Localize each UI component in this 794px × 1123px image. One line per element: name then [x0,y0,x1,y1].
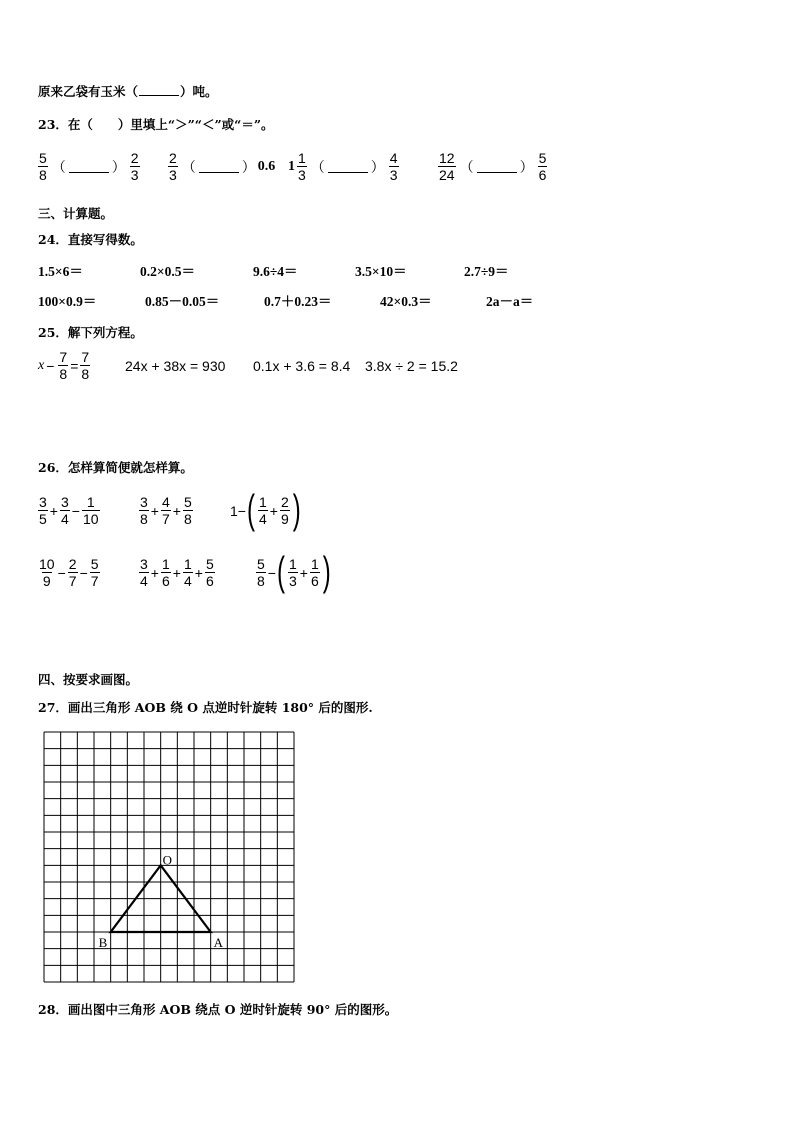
mental-calc-item: 1.5×6＝ [38,264,83,279]
fraction: $\frac{4}{3}$ [389,150,398,183]
operator: + [150,502,159,519]
mental-calc-item: 0.2×0.5＝ [140,264,195,279]
fraction: $\frac{1}{4}$ [258,494,267,527]
operator: − [79,564,88,581]
equation-1 [38,349,92,382]
fraction: $\frac{3}{4}$ [60,494,69,527]
mental-calc-item: 100×0.9＝ [38,294,97,309]
paren: ( [276,548,285,595]
fraction: $\frac{2}{9}$ [280,494,289,527]
whole-number: 1 [288,158,295,174]
expression-1 [36,494,102,527]
q28-title: 28．画出图中三角形 AOB 绕点 O 逆时针旋转 90° 后的图形。 [38,1002,398,1017]
operator: + [49,502,58,519]
mental-calc-item: 2.7÷9＝ [464,264,509,279]
fraction: $\frac{12}{24}$ [439,150,455,183]
paren: ) [292,486,301,533]
fraction: $\frac{5}{6}$ [205,556,214,589]
operator: + [150,564,159,581]
paren: ） [241,158,256,175]
paren: （ [459,158,474,175]
fraction: $\frac{3}{5}$ [39,494,47,527]
operator: + [269,502,278,519]
fraction: $\frac{5}{7}$ [90,556,99,589]
decimal-value: 0.6 [257,158,276,174]
paren: （ [51,158,66,175]
fraction: $\frac{1}{6}$ [310,556,319,589]
fraction: $\frac{4}{7}$ [161,494,170,527]
expression-2 [137,494,195,527]
comparison-4 [436,150,549,183]
operator: − [57,564,66,581]
q27-title: 27．画出三角形 AOB 绕 O 点逆时针旋转 180° 后的图形. [38,700,373,715]
answer-blank[interactable] [328,160,368,173]
fraction: $\frac{1}{6}$ [161,556,170,589]
fraction: $\frac{1}{10}$ [82,494,99,527]
lead-term: 1− [230,502,246,519]
mental-calc-item: 0.85－0.05＝ [145,294,220,309]
q22-unit: ）吨。 [180,84,218,99]
answer-blank[interactable] [477,160,517,173]
paren: ） [370,158,385,175]
paren: （ [181,158,196,175]
q22-text: 原来乙袋有玉米（ [38,84,139,99]
fraction: $\frac{7}{8}$ [59,349,68,382]
fraction: $\frac{1}{3}$ [298,150,306,183]
mental-calc-item: 9.6÷4＝ [253,264,298,279]
fraction: $\frac{3}{8}$ [140,494,148,527]
section-3-heading: 三、计算题。 [38,206,114,221]
expression-4 [36,556,102,589]
paren: ） [111,158,126,175]
expression-5 [137,556,217,589]
operator: − [71,502,80,519]
operator: + [194,564,203,581]
fraction: $\frac{5}{8}$ [39,150,47,183]
mental-calc-item: 42×0.3＝ [380,294,432,309]
section-4-heading: 四、按要求画图。 [38,672,139,687]
answer-blank[interactable] [69,160,109,173]
fraction: $\frac{5}{8}$ [257,556,265,589]
comparison-3 [288,150,436,183]
q23-comparisons [36,150,549,183]
operator: + [299,564,308,581]
paren: （ [310,158,325,175]
mental-calc-item: 0.7＋0.23＝ [264,294,332,309]
mental-calc-item: 3.5×10＝ [355,264,407,279]
point-label-A: A [213,935,224,950]
grid-diagram[interactable] [43,731,295,983]
q26-title: 26．怎样算简便就怎样算。 [38,460,193,475]
expression-6 [254,548,332,595]
paren: ） [519,158,534,175]
q22-answer-line [38,82,218,100]
q25-title: 25．解下列方程。 [38,325,143,340]
comparison-1 [36,150,166,183]
operator: − [267,564,276,581]
expression-3 [230,486,302,533]
fraction: $\frac{1}{3}$ [288,556,297,589]
paren: ) [322,548,331,595]
fraction: $\frac{5}{8}$ [183,494,192,527]
answer-blank[interactable] [199,160,239,173]
operator: = [70,357,79,374]
equation-2: 24x + 38x = 930 [125,358,226,374]
operator: + [172,564,181,581]
comparison-2 [166,150,288,183]
variable: x [38,357,45,373]
equation-4: 3.8x ÷ 2 = 15.2 [365,358,458,374]
fraction: $\frac{10}{9}$ [39,556,55,589]
answer-blank[interactable] [139,83,179,96]
point-label-O: O [162,852,173,868]
mental-calc-item: 2a－a＝ [486,294,534,309]
fraction: $\frac{2}{3}$ [169,150,177,183]
equation-3: 0.1x + 3.6 = 8.4 [253,358,351,374]
q24-title: 24．直接写得数。 [38,232,143,247]
fraction: $\frac{3}{4}$ [140,556,148,589]
operator: − [46,357,55,374]
fraction: $\frac{1}{4}$ [183,556,192,589]
q23-title: 23．在（ ）里填上“＞”“＜”或“＝”。 [38,117,274,132]
fraction: $\frac{2}{7}$ [68,556,77,589]
fraction: $\frac{5}{6}$ [538,150,547,183]
point-label-B: B [98,935,108,950]
paren: ( [246,486,255,533]
fraction: $\frac{7}{8}$ [81,349,90,382]
operator: + [172,502,181,519]
fraction: $\frac{2}{3}$ [130,150,139,183]
